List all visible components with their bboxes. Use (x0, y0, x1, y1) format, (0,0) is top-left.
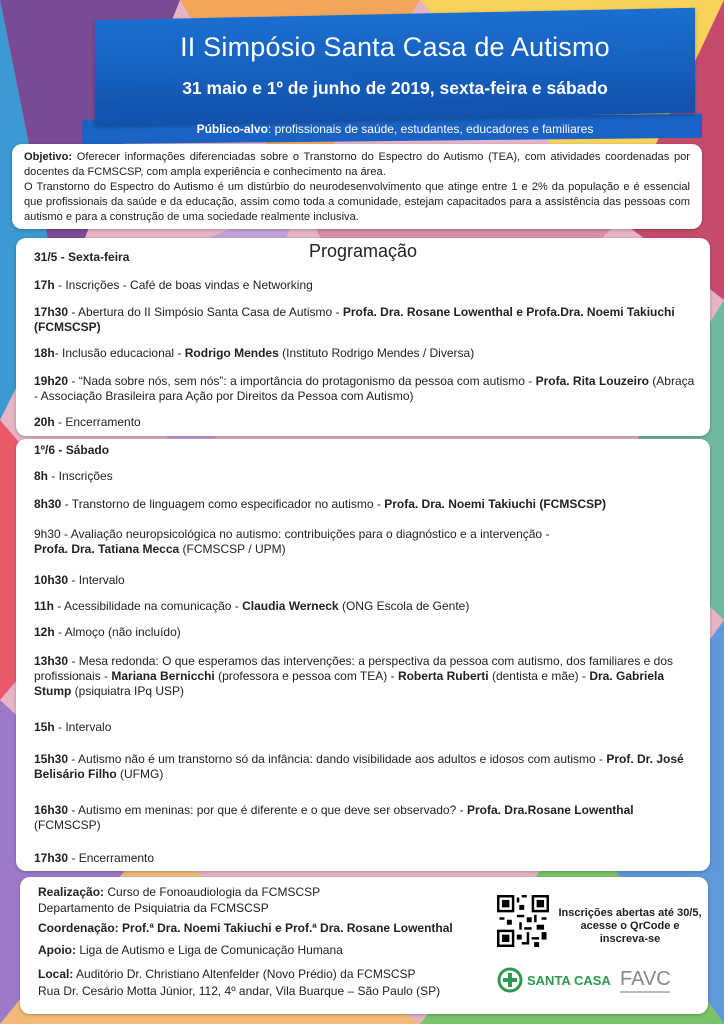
list-item: 11h - Acessibilidade na comunicação - Claudia Werneck (ONG Escola de Gente) (34, 599, 470, 613)
favc-logo (616, 961, 676, 1001)
audience-text: : profissionais de saúde, estudantes, educadores e familiares (267, 122, 594, 136)
list-item: 13h30 - Mesa redonda: O que esperamos das intervenções: a perspectiva da pessoa com autismo, dos familiares e dos profissionais - Mariana Bernicchi (professora e pessoa com TEA) - Roberta Ruberti (dentista e mãe) - Dra. Gabriela Stump (psiquiatra IPq USP) (34, 654, 674, 698)
list-item: 9h30 - Avaliação neuropsicológica no autismo: contribuições para o diagnóstico e a intervenção - Profa. Dra. Tatiana Mecca (FCMSCSP / UPM) (34, 527, 550, 556)
realizacao: Realização: Curso de Fonoaudiologia da FCMSCSP (38, 885, 321, 899)
list-item: 8h - Inscrições (34, 469, 113, 483)
footer-box (20, 877, 708, 1014)
qr-code-icon[interactable] (497, 895, 549, 947)
list-item: 10h30 - Intervalo (34, 573, 125, 587)
realizacao-2: Departamento de Psiquiatria da FCMSCSP (38, 901, 269, 915)
address: Rua Dr. Cesário Motta Júnior, 112, 4º andar, Vila Buarque – São Paulo (SP) (38, 984, 441, 998)
event-title: II Simpósio Santa Casa de Autismo (180, 32, 610, 62)
objective-description: O Transtorno do Espectro do Autismo é um distúrbio do neurodesenvolvimento que atinge entre 1 e 2% da população e é essencial que profissionais da saúde e da educação, assim como toda a comunidade, estejam capacitados para a assistência das pessoas com autismo e para a construção de uma sociedade realmente inclusiva. (24, 181, 690, 223)
day-saturday: 1º/6 - Sábado (34, 443, 110, 457)
coordenacao: Coordenação: Prof.ª Dra. Noemi Takiuchi e Prof.ª Dra. Rosane Lowenthal (38, 921, 453, 935)
program-friday (16, 238, 710, 436)
list-item: 16h30 - Autismo em meninas: por que é diferente e o que deve ser observado? - Profa. Dra.Rosane Lowenthal (FCMSCSP) (34, 803, 634, 832)
list-item: 19h20 - “Nada sobre nós, sem nós”: a importância do protagonismo da pessoa com autismo - Profa. Rita Louzeiro (Abraça - Associação Brasileira para Ação por Direitos da Pessoa com Autismo) (34, 374, 695, 403)
santa-casa-text: SANTA CASA (527, 973, 611, 988)
objective-label: Objetivo: (24, 151, 73, 163)
list-item: 12h - Almoço (não incluído) (34, 625, 181, 639)
objective-text: Oferecer informações diferenciadas sobre o Transtorno do Espectro do Autismo (TEA), com atividades coordenadas por docentes da FCMSCSP, com ampla experiência e conhecimento na área. (24, 151, 690, 178)
list-item: 17h30 - Abertura do II Simpósio Santa Casa de Autismo - Profa. Dra. Rosane Lowenthal e Profa.Dra. Noemi Takiuchi (FCMSCSP) (34, 305, 675, 334)
list-item: 17h - Inscrições - Café de boas vindas e Networking (34, 278, 313, 292)
list-item: 15h30 - Autismo não é um transtorno só da infância: dando visibilidade aos adultos e idosos com autismo - Prof. Dr. José Belisário Filho (UFMG) (34, 752, 684, 781)
event-dates: 31 maio e 1º de junho de 2019, sexta-feira e sábado (182, 78, 608, 98)
title-banner (95, 8, 695, 126)
list-item: 20h - Encerramento (34, 415, 141, 429)
apoio: Apoio: Liga de Autismo e Liga de Comunicação Humana (38, 943, 343, 957)
objective-box (12, 144, 702, 229)
favc-text: FAVC (620, 968, 671, 990)
list-item: 17h30 - Encerramento (34, 851, 155, 865)
target-audience (95, 122, 695, 136)
list-item: 8h30 - Transtorno de linguagem como especificador no autismo - Profa. Dra. Noemi Takiuchi (FCMSCSP) (34, 497, 606, 511)
list-item: 15h - Intervalo (34, 720, 112, 734)
santa-casa-logo (497, 962, 611, 998)
audience-label: Público-alvo (196, 122, 268, 136)
program-saturday (16, 439, 710, 871)
local: Local: Auditório Dr. Christiano Altenfelder (Novo Prédio) da FCMSCSP (38, 967, 416, 981)
day-friday: 31/5 - Sexta-feira (34, 250, 130, 264)
list-item: 18h- Inclusão educacional - Rodrigo Mendes (Instituto Rodrigo Mendes / Diversa) (34, 346, 475, 360)
registration-info: Inscrições abertas até 30/5, acesse o QrCode e inscreva-se (558, 907, 702, 945)
program-title: Programação (308, 241, 418, 261)
